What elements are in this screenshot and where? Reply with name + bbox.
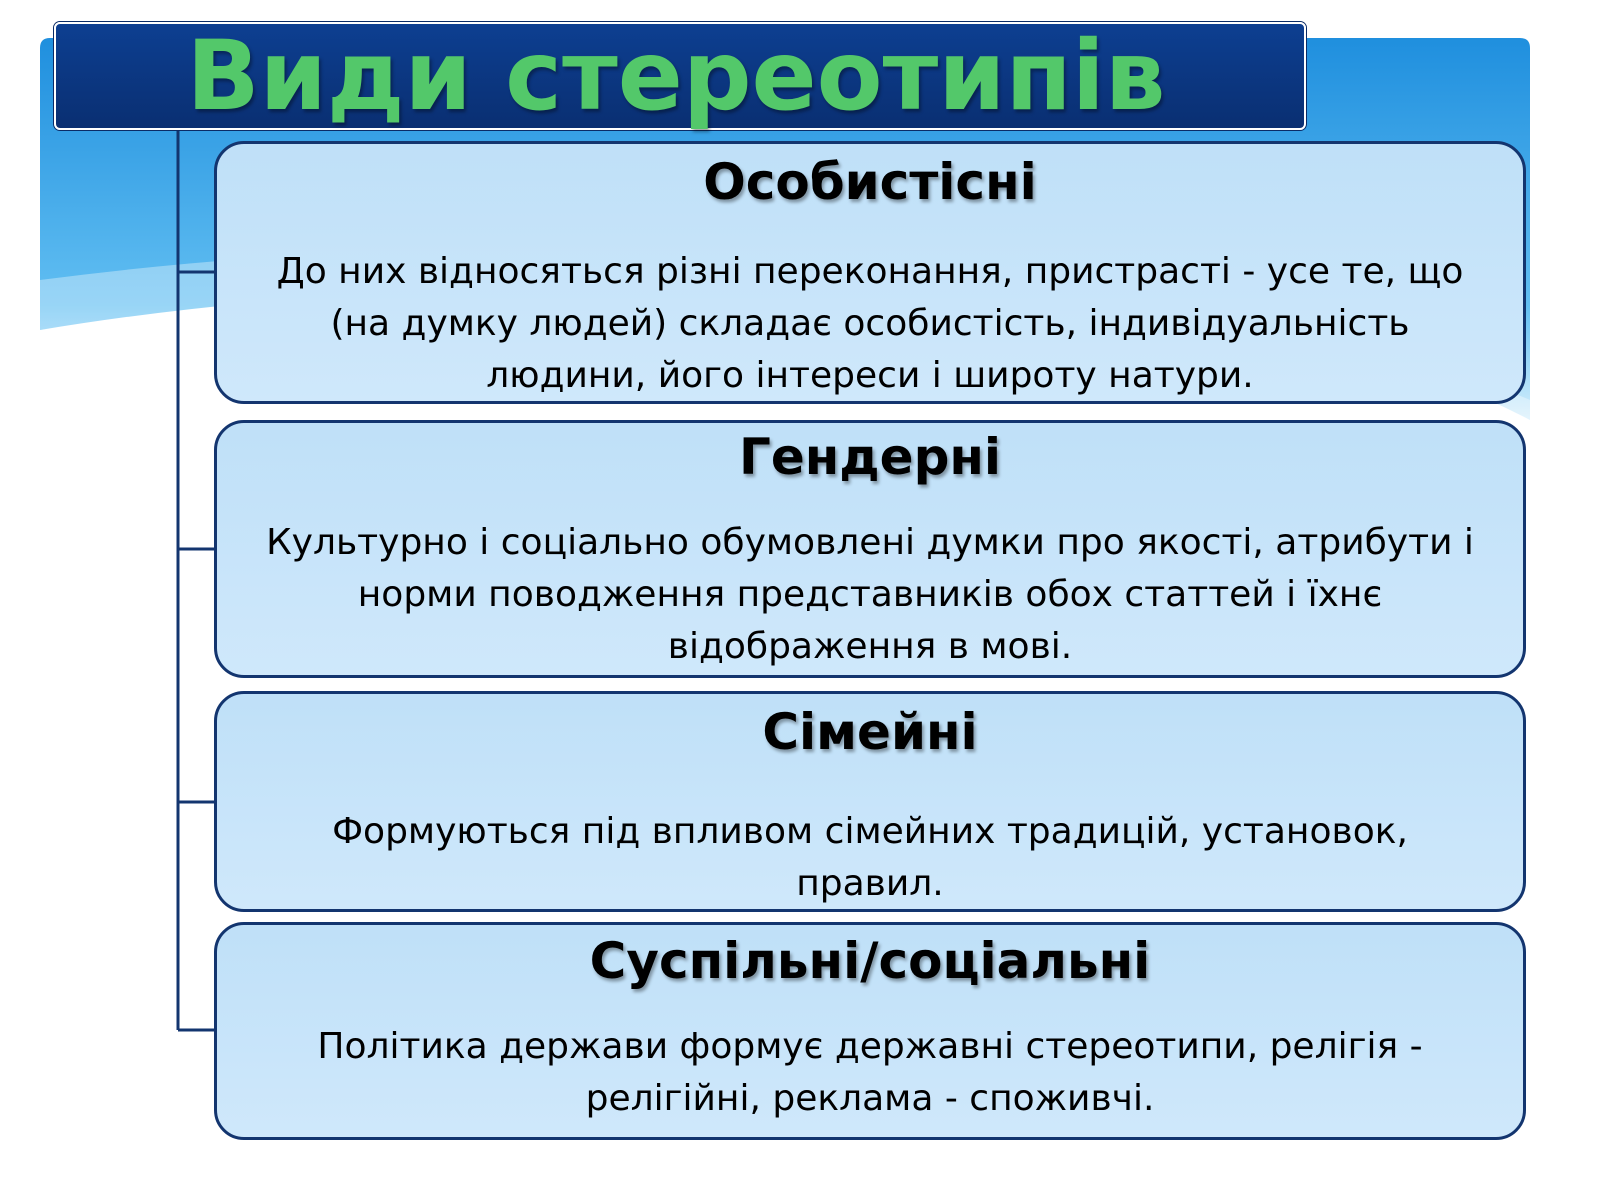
card-text: До них відносяться різні переконання, пристрасті - усе те, що (на думку людей) складає особистість, індивідуальність людини, його інтереси і широту натури. — [276, 251, 1464, 396]
card-heading: Суспільні/соціальні — [589, 932, 1151, 990]
card-family — [214, 691, 1526, 912]
slide-title: Види стереотипів — [186, 20, 1166, 132]
card-heading: Гендерні — [738, 428, 1002, 486]
card-heading: Особистісні — [703, 153, 1037, 211]
card-text: Політика держави формує державні стереотипи, релігія - релігійні, реклама - споживчі. — [317, 1026, 1423, 1119]
card-text: Культурно і соціально обумовлені думки про якості, атрибути і норми поводження представників обох статтей і їхнє відображення в мові. — [266, 522, 1474, 667]
card-personal — [214, 141, 1526, 404]
card-gender — [214, 420, 1526, 678]
title-bar — [54, 22, 1306, 130]
card-text: Формуються під впливом сімейних традицій, установок, правил. — [332, 811, 1408, 904]
card-social — [214, 922, 1526, 1140]
card-heading: Сімейні — [762, 703, 978, 761]
